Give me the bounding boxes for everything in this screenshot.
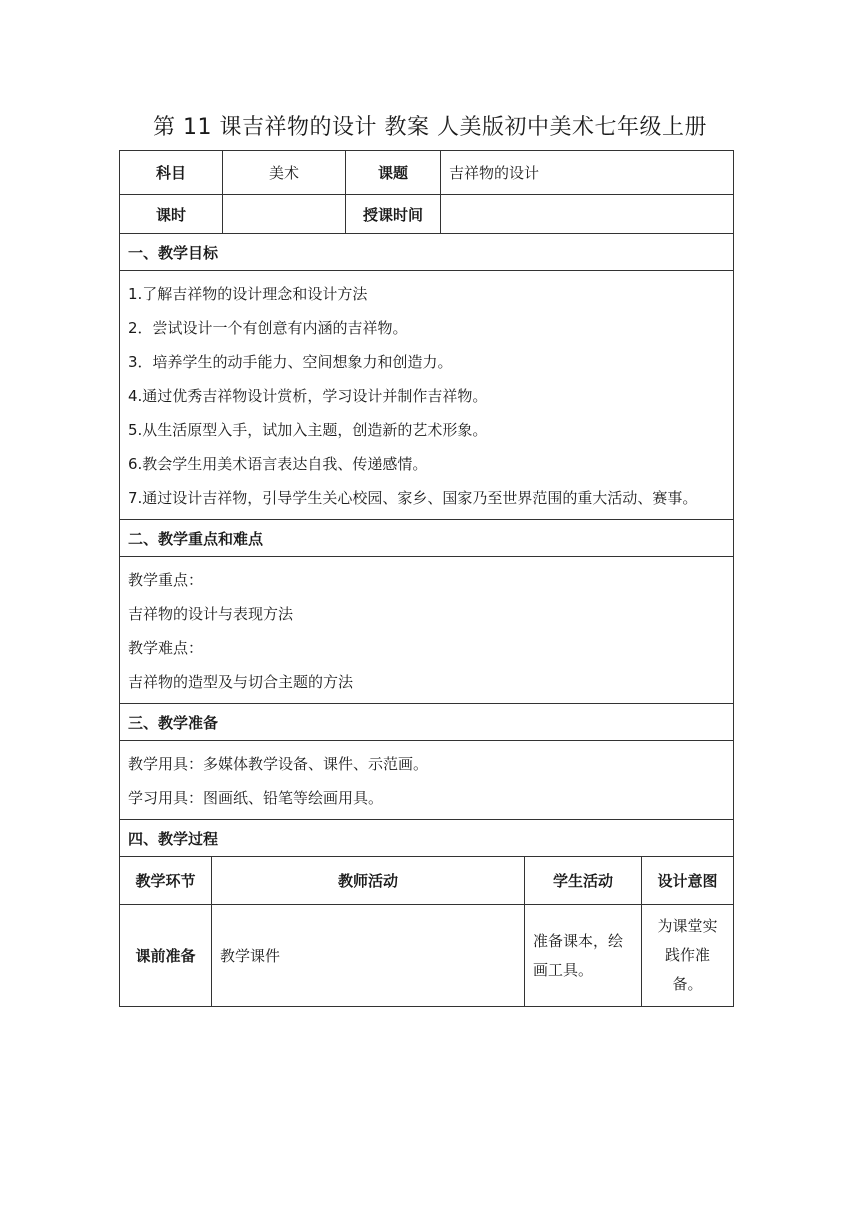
- goals-heading: 一、教学目标: [120, 234, 734, 271]
- process-heading: 四、教学过程: [120, 820, 734, 857]
- key-point-value: 吉祥物的设计与表现方法: [128, 605, 294, 623]
- lesson-plan-table: [119, 150, 733, 1007]
- key-points-heading: 二、教学重点和难点: [120, 520, 734, 557]
- goal-item: 1.了解吉祥物的设计理念和设计方法: [128, 285, 368, 303]
- goal-item: 2．尝试设计一个有创意有内涵的吉祥物。: [128, 319, 408, 337]
- table-row: [120, 905, 734, 1007]
- student-activity-line: 准备课本，绘: [533, 931, 624, 950]
- time-label: 授课时间: [346, 195, 441, 234]
- process-table: [119, 856, 734, 1007]
- design-intent-line: 为课堂实: [657, 917, 718, 935]
- subject-label: 科目: [120, 151, 223, 195]
- process-col-intent: 设计意图: [642, 857, 734, 905]
- goal-item: 6.教会学生用美术语言表达自我、传递感情。: [128, 455, 428, 473]
- process-col-teacher: 教师活动: [212, 857, 525, 905]
- goal-item: 7.通过设计吉祥物，引导学生关心校园、家乡、国家乃至世界范围的重大活动、赛事。: [128, 489, 698, 507]
- student-activity-line: 画工具。: [533, 960, 594, 979]
- prep-content: [120, 741, 734, 820]
- goals-list: [120, 271, 734, 520]
- design-intent-line: 践作准: [664, 946, 710, 964]
- teaching-tools: 教学用具：多媒体教学设备、课件、示范画。: [128, 755, 429, 773]
- subject-value: 美术: [223, 151, 346, 195]
- goal-item: 3．培养学生的动手能力、空间想象力和创造力。: [128, 353, 453, 371]
- learning-tools: 学习用具：图画纸、铅笔等绘画用具。: [128, 789, 384, 807]
- time-value: [441, 195, 734, 234]
- design-intent-line: 备。: [672, 975, 703, 993]
- lesson-info-table: [119, 150, 734, 857]
- difficult-point-label: 教学难点：: [128, 639, 204, 657]
- goal-item: 4.通过优秀吉祥物设计赏析，学习设计并制作吉祥物。: [128, 387, 488, 405]
- teacher-activity-cell: 教学课件: [212, 905, 525, 1007]
- stage-cell: 课前准备: [120, 905, 212, 1007]
- difficult-point-value: 吉祥物的造型及与切合主题的方法: [128, 673, 354, 691]
- goal-item: 5.从生活原型入手，试加入主题，创造新的艺术形象。: [128, 421, 488, 439]
- topic-value: 吉祥物的设计: [441, 151, 734, 195]
- design-intent-cell: [642, 905, 734, 1007]
- key-point-label: 教学重点：: [128, 571, 204, 589]
- process-col-stage: 教学环节: [120, 857, 212, 905]
- key-points-content: [120, 557, 734, 704]
- period-label: 课时: [120, 195, 223, 234]
- process-col-student: 学生活动: [525, 857, 642, 905]
- prep-heading: 三、教学准备: [120, 704, 734, 741]
- topic-label: 课题: [346, 151, 441, 195]
- period-value: [223, 195, 346, 234]
- student-activity-cell: [525, 905, 642, 1007]
- document-title: 第 11 课吉祥物的设计 教案 人美版初中美术七年级上册: [153, 115, 707, 140]
